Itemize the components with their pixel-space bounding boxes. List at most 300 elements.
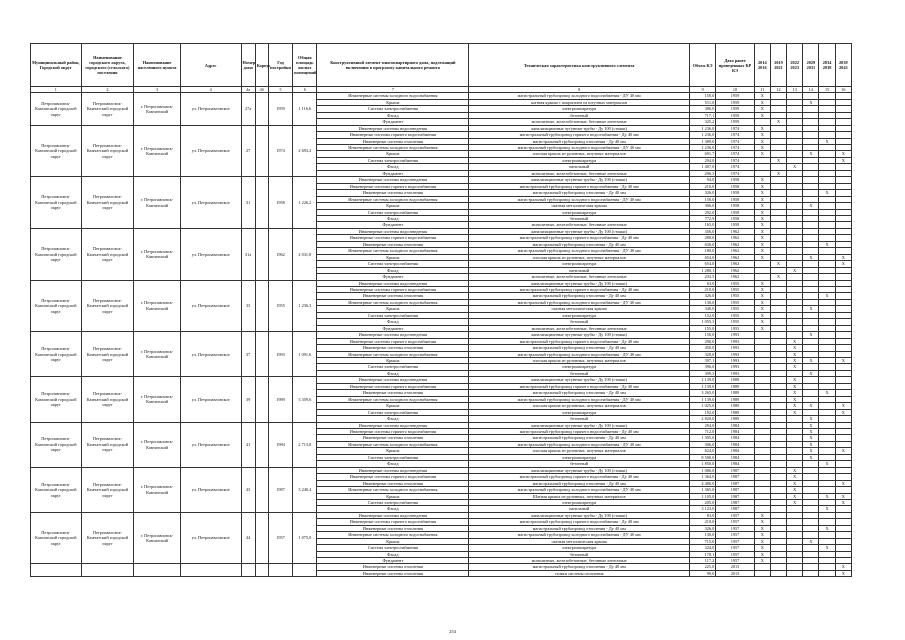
element-spec: магистральный трубопровод отопления - Ду 40 мм xyxy=(469,293,690,299)
column-number: 14 xyxy=(803,87,819,93)
house-locality: г. Петропавловск-Камчатский xyxy=(134,93,181,125)
column-header: Год постройки xyxy=(268,44,292,87)
house-number: 33 xyxy=(241,280,255,332)
period-2019: X xyxy=(770,274,786,280)
house-corpus xyxy=(255,125,268,177)
period-2034: X xyxy=(819,390,835,396)
repair-date: 1984 xyxy=(716,428,754,434)
column-number: 4 xyxy=(180,87,241,93)
element-name: Инженерные системы отопления xyxy=(317,293,469,299)
house-street: ул. Петропавловское xyxy=(180,93,241,125)
element-spec: магистральный трубопровод отопления - Ду 40 мм xyxy=(469,435,690,441)
repair-date: 1955 xyxy=(716,312,754,318)
period-2034 xyxy=(819,570,835,576)
column-header: Адрес xyxy=(180,44,241,87)
period-2039: X xyxy=(835,480,851,486)
house-locality: г. Петропавловск-Камчатский xyxy=(134,422,181,467)
repair-date: 1974 xyxy=(716,138,754,144)
period-2029: X xyxy=(803,454,819,460)
period-2022: X xyxy=(787,499,803,505)
element-volume: 225,0 xyxy=(689,564,715,570)
repair-date: 1957 xyxy=(716,558,754,564)
period-2014: X xyxy=(754,312,770,318)
house-street: ул. Петропавловское xyxy=(180,422,241,467)
element-name: Инженерные системы отопления xyxy=(317,435,469,441)
house-locality: г. Петропавловск-Камчатский xyxy=(134,512,181,564)
period-2022: X xyxy=(787,383,803,389)
period-2019: X xyxy=(770,261,786,267)
element-volume: 624,0 xyxy=(689,448,715,454)
element-volume: 150,0 xyxy=(689,93,715,99)
element-name: Система электроснабжения xyxy=(317,209,469,215)
element-volume: 1 086,0 xyxy=(689,467,715,473)
repair-date: 1958 xyxy=(716,209,754,215)
element-spec: бетонный xyxy=(469,112,690,118)
element-volume: 130,0 xyxy=(689,532,715,538)
element-volume: 296,3 xyxy=(689,170,715,176)
house-corpus xyxy=(255,93,268,125)
house-locality xyxy=(134,564,181,577)
element-name: Фасад xyxy=(317,551,469,557)
house-district: Петропавловск-Камчатский городской округ xyxy=(31,228,82,280)
element-name: Инженерные системы отопления xyxy=(317,241,469,247)
column-header: 2019 2021 xyxy=(770,44,786,87)
repair-date: 1955 xyxy=(716,306,754,312)
house-year: 1987 xyxy=(268,467,292,512)
element-name: Инженерные системы водоотведения xyxy=(317,332,469,338)
element-volume: 155,0 xyxy=(689,325,715,331)
element-spec: магистральный трубопровод холодного водоснабжения - ДУ 40 мм xyxy=(469,532,690,538)
repair-date: 1959 xyxy=(716,93,754,99)
house-area: 1 116,6 xyxy=(293,93,317,125)
period-2034: X xyxy=(819,506,835,512)
house-district: Петропавловск-Камчатский городской округ xyxy=(31,377,82,422)
repair-date: 1957 xyxy=(716,519,754,525)
element-spec: стояки системы отопления xyxy=(469,570,690,576)
period-2029: X xyxy=(803,403,819,409)
period-2014: X xyxy=(754,196,770,202)
element-volume: 8 500,0 xyxy=(689,454,715,460)
element-volume: 210,0 xyxy=(689,183,715,189)
element-volume: 712,0 xyxy=(689,428,715,434)
period-2022: X xyxy=(787,487,803,493)
repair-date: 1962 xyxy=(716,267,754,273)
period-2034: X xyxy=(819,525,835,531)
element-name: Инженерные системы водоотведения xyxy=(317,280,469,286)
element-volume: 691,7 xyxy=(689,151,715,157)
element-spec: магистральный трубопровод отопления - Ду 40 мм xyxy=(469,564,690,570)
repair-date: 1984 xyxy=(716,454,754,460)
element-volume: 1 305,0 xyxy=(689,435,715,441)
element-volume: 511,0 xyxy=(689,99,715,105)
repair-date: 1987 xyxy=(716,487,754,493)
element-volume: 99,0 xyxy=(689,570,715,576)
period-2014: X xyxy=(754,532,770,538)
repair-date: 1974 xyxy=(716,125,754,131)
element-name: Система электроснабжения xyxy=(317,545,469,551)
repair-date: 2013 xyxy=(716,564,754,570)
house-locality: г. Петропавловск-Камчатский xyxy=(134,177,181,229)
period-2029: X xyxy=(803,151,819,157)
element-volume: 180,0 xyxy=(689,248,715,254)
house-year: 1974 xyxy=(268,125,292,177)
element-volume: 290,0 xyxy=(689,338,715,344)
house-year: 1962 xyxy=(268,228,292,280)
element-volume: 178,1 xyxy=(689,551,715,557)
element-spec: электроаппаратура xyxy=(469,261,690,267)
house-area: 3 359,6 xyxy=(293,377,317,422)
element-spec: магистральный трубопровод горячего водоснабжения - Ду 40 мм xyxy=(469,235,690,241)
period-2014: X xyxy=(754,125,770,131)
period-2039: X xyxy=(835,493,851,499)
element-volume: 397,1 xyxy=(689,357,715,363)
repair-date: 1957 xyxy=(716,532,754,538)
period-2014: X xyxy=(754,235,770,241)
period-2014: X xyxy=(754,545,770,551)
repair-date: 1974 xyxy=(716,157,754,163)
period-2039: X xyxy=(835,564,851,570)
period-2019: X xyxy=(770,170,786,176)
column-header: Муниципальный район, Городской округ xyxy=(31,44,82,87)
element-name: Инженерные системы отопления xyxy=(317,190,469,196)
column-header: Наименование населенного пункта xyxy=(134,44,181,87)
element-spec: электроаппаратура xyxy=(469,157,690,163)
element-volume: 210,0 xyxy=(689,519,715,525)
repair-date: 1958 xyxy=(716,203,754,209)
period-2014: X xyxy=(754,306,770,312)
repair-date: 1959 xyxy=(716,99,754,105)
period-2029: X xyxy=(803,538,819,544)
period-2014: X xyxy=(754,248,770,254)
element-spec: электроаппаратура xyxy=(469,106,690,112)
element-spec: бетонный xyxy=(469,319,690,325)
house-corpus xyxy=(255,280,268,332)
element-name: Инженерные системы холодного водоснабжения xyxy=(317,145,469,151)
repair-date: 1984 xyxy=(716,441,754,447)
repair-date: 1955 xyxy=(716,299,754,305)
element-volume: 1 055,3 xyxy=(689,319,715,325)
house-area: 3 240,4 xyxy=(293,467,317,512)
repair-date: 1974 xyxy=(716,170,754,176)
house-settlement: Петропавловск-Камчатский городской округ xyxy=(81,125,134,177)
period-2019: X xyxy=(770,157,786,163)
period-2014: X xyxy=(754,519,770,525)
period-2029: X xyxy=(803,448,819,454)
page-number: 254 xyxy=(449,629,456,634)
period-2029: X xyxy=(803,357,819,363)
house-corpus xyxy=(255,467,268,512)
element-spec: бетонный xyxy=(469,370,690,376)
period-2022: X xyxy=(787,474,803,480)
element-spec: канализационные чугунные трубы - Ду 100 (стояки) xyxy=(469,177,690,183)
repair-date: 1987 xyxy=(716,506,754,512)
element-spec: магистральный трубопровод холодного водоснабжения - ДУ 40 мм xyxy=(469,396,690,402)
period-2014: X xyxy=(754,209,770,215)
repair-date: 1958 xyxy=(716,222,754,228)
period-2014: X xyxy=(754,183,770,189)
period-2039: X xyxy=(835,254,851,260)
element-spec: Шатная крыша из рулонных, штучных материалов xyxy=(469,493,690,499)
period-2022: X xyxy=(787,403,803,409)
house-year: 1989 xyxy=(268,377,292,422)
period-2022: X xyxy=(787,164,803,170)
period-2029: X xyxy=(803,416,819,422)
element-spec: панельный xyxy=(469,164,690,170)
house-corpus xyxy=(255,177,268,229)
period-2014: X xyxy=(754,222,770,228)
element-spec: бетонный xyxy=(469,416,690,422)
element-name: Система электроснабжения xyxy=(317,409,469,415)
repair-date: 1959 xyxy=(716,119,754,125)
element-name: Инженерные системы холодного водоснабжения xyxy=(317,396,469,402)
element-name: Инженерные системы холодного водоснабжения xyxy=(317,351,469,357)
repair-date: 1993 xyxy=(716,351,754,357)
period-2039: X xyxy=(835,261,851,267)
period-2039: X xyxy=(835,357,851,363)
period-2014: X xyxy=(754,538,770,544)
element-name: Инженерные системы водоотведения xyxy=(317,467,469,473)
period-2014: X xyxy=(754,99,770,105)
period-2022: X xyxy=(787,396,803,402)
element-spec: магистральный трубопровод холодного водоснабжения - ДУ 40 мм xyxy=(469,248,690,254)
element-name: Инженерные системы водоотведения xyxy=(317,512,469,518)
element-name: Крыша xyxy=(317,203,469,209)
element-spec: электроаппаратура xyxy=(469,545,690,551)
element-name: Инженерные системы холодного водоснабжения xyxy=(317,532,469,538)
column-header: 2029 2031 xyxy=(803,44,819,87)
house-number: 39 xyxy=(241,377,255,422)
element-spec: канализационные чугунные трубы - Ду 100 (стояки) xyxy=(469,377,690,383)
repair-date: 1958 xyxy=(716,190,754,196)
house-street: ул. Петропавловское xyxy=(180,467,241,512)
element-volume: 717,1 xyxy=(689,112,715,118)
repair-date: 1987 xyxy=(716,467,754,473)
element-name: Инженерные системы холодного водоснабжения xyxy=(317,487,469,493)
element-spec: монолитные, железобетонные, бетонные ленточные xyxy=(469,274,690,280)
element-name: Инженерные системы водоотведения xyxy=(317,177,469,183)
element-spec: бетонный xyxy=(469,461,690,467)
element-volume: 399,3 xyxy=(689,370,715,376)
house-street: ул. Петропавловское xyxy=(180,512,241,564)
element-spec: электроаппаратура xyxy=(469,454,690,460)
house-number: 27 xyxy=(241,125,255,177)
period-2014: X xyxy=(754,280,770,286)
capital-repair-table xyxy=(30,43,852,577)
element-volume: 294,0 xyxy=(689,157,715,163)
repair-date: 1955 xyxy=(716,325,754,331)
element-volume: 1 025,0 xyxy=(689,403,715,409)
repair-date: 1987 xyxy=(716,499,754,505)
element-name: Инженерные системы отопления xyxy=(317,480,469,486)
period-2039: X xyxy=(835,157,851,163)
repair-date: 1962 xyxy=(716,254,754,260)
period-2014: X xyxy=(754,293,770,299)
period-2022: X xyxy=(787,364,803,370)
period-2014: X xyxy=(754,299,770,305)
house-corpus xyxy=(255,512,268,564)
period-2014: X xyxy=(754,525,770,531)
house-number: 43 xyxy=(241,467,255,512)
element-spec: магистральный трубопровод горячего водоснабжения - Ду 40 мм xyxy=(469,287,690,293)
column-number: 5 xyxy=(268,87,292,93)
column-header: Дата ранее проведенных КР КЭ xyxy=(716,44,754,87)
period-2029: X xyxy=(803,370,819,376)
element-spec: магистральный трубопровод отопления - Ду 40 мм xyxy=(469,390,690,396)
element-volume: 1 365,0 xyxy=(689,487,715,493)
column-header: Корпус xyxy=(255,44,268,87)
element-name: Фундамент xyxy=(317,119,469,125)
repair-date: 1984 xyxy=(716,435,754,441)
house-district xyxy=(31,564,82,577)
period-2014: X xyxy=(754,93,770,99)
period-2022: X xyxy=(787,338,803,344)
column-header: 2034 2038 xyxy=(819,44,835,87)
element-spec: бетонный xyxy=(469,216,690,222)
repair-date: 1993 xyxy=(716,332,754,338)
house-locality: г. Петропавловск-Камчатский xyxy=(134,125,181,177)
period-2022: X xyxy=(787,345,803,351)
element-volume: 150,0 xyxy=(689,196,715,202)
element-name: Инженерные системы холодного водоснабжения xyxy=(317,93,469,99)
element-spec: магистральный трубопровод горячего водоснабжения - Ду 40 мм xyxy=(469,474,690,480)
period-2014: X xyxy=(754,216,770,222)
house-area: 2 693,2 xyxy=(293,125,317,177)
element-name: Фундамент xyxy=(317,170,469,176)
repair-date: 1987 xyxy=(716,480,754,486)
element-name: Инженерные системы отопления xyxy=(317,570,469,576)
column-number: 12 xyxy=(770,87,786,93)
element-name: Фундамент xyxy=(317,325,469,331)
element-volume: 654,0 xyxy=(689,254,715,260)
column-number: 11 xyxy=(754,87,770,93)
column-number: 16 xyxy=(835,87,851,93)
element-spec: магистральный трубопровод холодного водоснабжения - ДУ 40 мм xyxy=(469,441,690,447)
repair-date: 1962 xyxy=(716,235,754,241)
period-2022: X xyxy=(787,409,803,415)
element-volume: 306,0 xyxy=(689,441,715,447)
element-name: Фасад xyxy=(317,461,469,467)
element-spec: плоская крыша из рулонных, штучных материалов xyxy=(469,448,690,454)
house-locality: г. Петропавловск-Камчатский xyxy=(134,280,181,332)
element-name: Инженерные системы водоотведения xyxy=(317,377,469,383)
element-spec: магистральный трубопровод холодного водоснабжения - ДУ 40 мм xyxy=(469,145,690,151)
element-spec: магистральный трубопровод холодного водоснабжения - ДУ 40 мм xyxy=(469,487,690,493)
element-spec: магистральный трубопровод горячего водоснабжения - Ду 40 мм xyxy=(469,519,690,525)
element-volume: 630,0 xyxy=(689,241,715,247)
repair-date: 1984 xyxy=(716,448,754,454)
repair-date: 1974 xyxy=(716,132,754,138)
period-2014: X xyxy=(754,132,770,138)
element-spec: магистральный трубопровод горячего водоснабжения - Ду 40 мм xyxy=(469,338,690,344)
element-name: Инженерные системы водоотведения xyxy=(317,422,469,428)
element-spec: магистральный трубопровод горячего водоснабжения - Ду 40 мм xyxy=(469,428,690,434)
element-volume: 233,5 xyxy=(689,274,715,280)
element-volume: 165,0 xyxy=(689,222,715,228)
element-name: Фундамент xyxy=(317,274,469,280)
element-spec: электроаппаратура xyxy=(469,209,690,215)
element-volume: 340,0 xyxy=(689,306,715,312)
period-2034: X xyxy=(819,138,835,144)
element-spec: канализационные чугунные трубы - Ду 100 (стояки) xyxy=(469,280,690,286)
house-district: Петропавловск-Камчатский городской округ xyxy=(31,93,82,125)
element-spec: электроаппаратура xyxy=(469,364,690,370)
element-spec: канализационные чугунные трубы - Ду 100 (стояки) xyxy=(469,332,690,338)
element-name: Инженерные системы холодного водоснабжения xyxy=(317,248,469,254)
element-name: Крыша xyxy=(317,448,469,454)
period-2029: X xyxy=(803,422,819,428)
element-name: Инженерные системы холодного водоснабжения xyxy=(317,441,469,447)
element-volume: 1 105,0 xyxy=(689,493,715,499)
element-volume: 324,0 xyxy=(689,545,715,551)
repair-date: 1984 xyxy=(716,422,754,428)
period-2034: X xyxy=(819,293,835,299)
element-volume: 356,0 xyxy=(689,228,715,234)
house-year: 1993 xyxy=(268,332,292,377)
element-name: Система электроснабжения xyxy=(317,499,469,505)
element-name: Фундамент xyxy=(317,222,469,228)
element-volume: 306,0 xyxy=(689,203,715,209)
period-2039: X xyxy=(835,570,851,576)
period-2022: X xyxy=(787,480,803,486)
repair-date: 1957 xyxy=(716,538,754,544)
column-header: Номер дома xyxy=(241,44,255,87)
column-number: 7 xyxy=(317,87,469,93)
column-number: 4а xyxy=(241,87,255,93)
element-spec: магистральный трубопровод холодного водоснабжения - ДУ 40 мм xyxy=(469,93,690,99)
repair-date: 1974 xyxy=(716,151,754,157)
period-2014: X xyxy=(754,558,770,564)
element-volume: 1 139,0 xyxy=(689,396,715,402)
period-2029: X xyxy=(803,99,819,105)
period-2029: X xyxy=(803,254,819,260)
period-2019: X xyxy=(770,119,786,125)
element-spec: скатная металлическая крыша xyxy=(469,306,690,312)
period-2014: X xyxy=(754,325,770,331)
element-name: Инженерные системы горячего водоснабжения xyxy=(317,519,469,525)
element-name: Инженерные системы холодного водоснабжения xyxy=(317,196,469,202)
element-volume: 4 480,0 xyxy=(689,480,715,486)
house-settlement xyxy=(81,564,134,577)
column-number: 10 xyxy=(716,87,754,93)
period-2029 xyxy=(803,570,819,576)
repair-date: 1962 xyxy=(716,241,754,247)
house-number: 37 xyxy=(241,332,255,377)
repair-date: 1989 xyxy=(716,390,754,396)
period-2029: X xyxy=(803,428,819,434)
element-spec: канализационные чугунные трубы - Ду 100 (стояки) xyxy=(469,228,690,234)
element-volume: 1 389,0 xyxy=(689,138,715,144)
element-name: Фасад xyxy=(317,267,469,273)
period-2039: X xyxy=(835,499,851,505)
house-area xyxy=(293,564,317,577)
period-2034: X xyxy=(819,493,835,499)
element-name: Инженерные системы холодного водоснабжения xyxy=(317,299,469,305)
element-spec: канализационные чугунные трубы - Ду 100 (стояки) xyxy=(469,512,690,518)
element-volume: 325,2 xyxy=(689,119,715,125)
house-year: 1959 xyxy=(268,93,292,125)
element-spec: магистральный трубопровод горячего водоснабжения - Ду 40 мм xyxy=(469,132,690,138)
element-volume: 94,0 xyxy=(689,177,715,183)
repair-date: 1989 xyxy=(716,416,754,422)
house-settlement: Петропавловск-Камчатский городской округ xyxy=(81,332,134,377)
element-volume: 294,0 xyxy=(689,422,715,428)
house-corpus xyxy=(255,332,268,377)
repair-date: 1957 xyxy=(716,545,754,551)
element-spec: скатная металлическая крыша xyxy=(469,538,690,544)
element-volume: 386,0 xyxy=(689,106,715,112)
repair-date: 1962 xyxy=(716,248,754,254)
house-area: 2 031,8 xyxy=(293,228,317,280)
